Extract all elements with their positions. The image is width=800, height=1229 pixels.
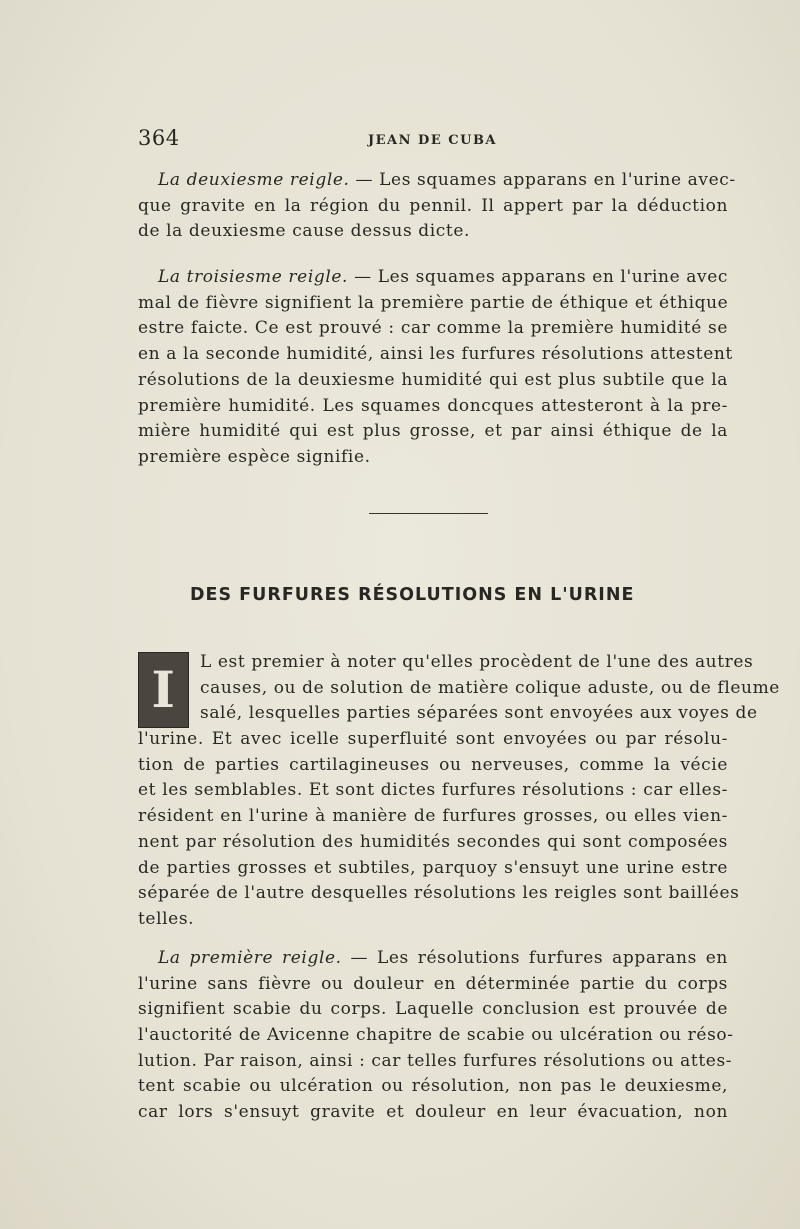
section-title: DES FURFURES RÉSOLUTIONS EN L'URINE: [190, 585, 635, 605]
running-head: JEAN DE CUBA: [368, 133, 498, 148]
text-line: [138, 946, 728, 972]
text-line: nent par résolution des humidités secondes qui sont composées: [138, 831, 728, 852]
text-line: L est premier à noter qu'elles procèdent de l'une des autres: [200, 652, 754, 672]
text-line: mal de fièvre signifient la première partie de éthique et éthique: [138, 292, 729, 313]
text-line: [138, 265, 728, 291]
text-block-section: [138, 650, 780, 953]
text-line: signifient scabie du corps. Laquelle conclusion est prouvée de: [138, 999, 728, 1020]
text-line: lution. Par raison, ainsi : car telles furfures résolutions ou attes-: [138, 1050, 733, 1071]
drop-cap-letter: I: [151, 660, 176, 719]
section-divider: [369, 513, 488, 514]
text-line: telles.: [138, 908, 195, 929]
text-line: que gravite en la région du pennil. Il appert par la déduction: [138, 195, 728, 216]
text-line: l'urine sans fièvre ou douleur en déterminée partie du corps: [138, 973, 728, 994]
text-run: — Les résolutions furfures apparans en: [341, 948, 728, 968]
rule-heading: La deuxiesme reigle.: [158, 170, 350, 190]
text-line: [138, 168, 736, 194]
text-line: tion de parties cartilagineuses ou nerveuses, comme la vécie: [138, 754, 728, 775]
text-line: première espèce signifie.: [138, 446, 371, 467]
text-line: salé, lesquelles parties séparées sont envoyées aux voyes de: [200, 703, 758, 724]
page-header: [138, 126, 728, 154]
text-line: l'urine. Et avec icelle superfluité sont envoyées ou par résolu-: [138, 729, 728, 750]
text-block-top: [138, 168, 736, 491]
text-line: résolutions de la deuxiesme humidité qui est plus subtile que la: [138, 369, 728, 390]
paragraph-section-intro: [138, 650, 780, 933]
text-line: l'auctorité de Avicenne chapitre de scabie ou ulcération ou réso-: [138, 1025, 734, 1046]
text-line: en a la seconde humidité, ainsi les furfures résolutions attestent: [138, 344, 733, 365]
text-line: et les semblables. Et sont dictes furfures résolutions : car elles-: [138, 780, 728, 801]
text-line: car lors s'ensuyt gravite et douleur en leur évacuation, non: [138, 1102, 728, 1123]
text-line: estre faicte. Ce est prouvé : car comme la première humidité se: [138, 318, 728, 339]
rule-heading: La première reigle.: [158, 948, 342, 968]
text-block-bottom: [138, 946, 734, 1146]
text-run: — Les squames apparans en l'urine avec: [348, 267, 729, 288]
page-number: 364: [138, 126, 180, 150]
text-line: tent scabie ou ulcération ou résolution, non pas le deuxiesme,: [138, 1076, 728, 1097]
paragraph-premiere-reigle: [138, 946, 734, 1126]
text-line: séparée de l'autre desquelles résolutions les reigles sont baillées: [138, 883, 740, 904]
text-line: mière humidité qui est plus grosse, et par ainsi éthique de la: [138, 421, 728, 442]
rule-heading: La troisiesme reigle.: [158, 267, 349, 288]
paragraph-deuxiesme-reigle: [138, 168, 736, 245]
text-run: — Les squames apparans en l'urine avec-: [349, 170, 736, 190]
text-line: causes, ou de solution de matière colique aduste, ou de fleume: [200, 677, 780, 698]
drop-cap-ornament: [138, 652, 189, 728]
text-line: de la deuxiesme cause dessus dicte.: [138, 221, 471, 242]
paragraph-troisiesme-reigle: [138, 265, 733, 471]
text-line: de parties grosses et subtiles, parquoy s'ensuyt une urine estre: [138, 857, 728, 878]
text-line: première humidité. Les squames doncques attesteront à la pre-: [138, 395, 728, 416]
text-line: résident en l'urine à manière de furfures grosses, ou elles vien-: [138, 806, 728, 827]
